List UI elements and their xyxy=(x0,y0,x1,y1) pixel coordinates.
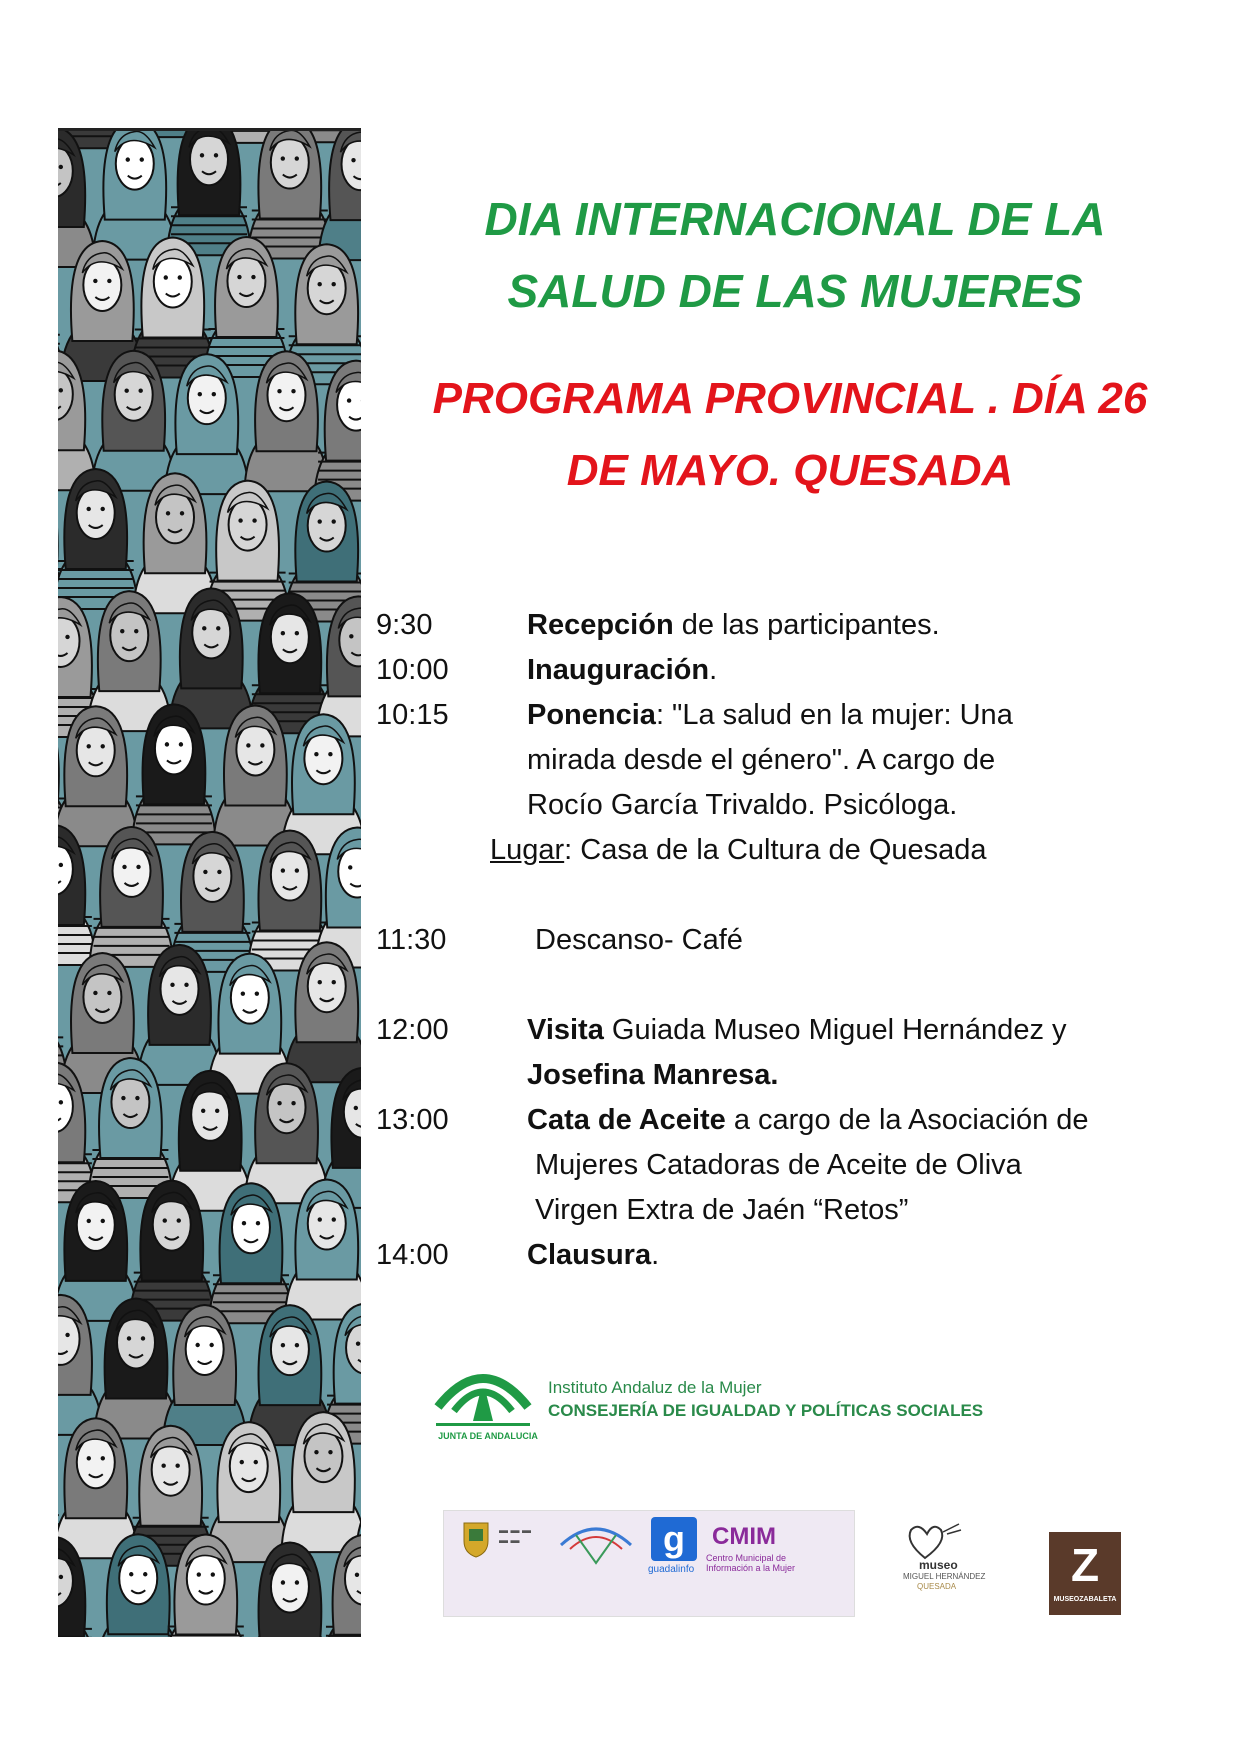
museo-zabaleta-logo xyxy=(1049,1532,1121,1615)
sponsor-logo-strip xyxy=(443,1510,855,1617)
program-item-text: Guiada Museo Miguel Hernández y xyxy=(603,1014,1067,1046)
program-item-text: . xyxy=(709,654,718,686)
subtitle-line-1: PROGRAMA PROVINCIAL . DÍA 26 xyxy=(432,374,1148,423)
ayuntamiento-text-block: ▬ ▬ ▬ ▬ ▬ xyxy=(499,1525,532,1545)
cmim-sub: Centro Municipal de Información a la Mujer xyxy=(706,1553,796,1573)
museo-label: museo xyxy=(919,1558,958,1572)
program-item xyxy=(527,1008,1067,1053)
program-item-continuation: Rocío García Trivaldo. Psicóloga. xyxy=(527,789,958,821)
women-crowd-illustration xyxy=(58,131,361,1637)
iam-consejeria: CONSEJERÍA DE IGUALDAD Y POLÍTICAS SOCIALES xyxy=(548,1401,984,1420)
program-item-text: Descanso- Café xyxy=(535,924,743,956)
program-time: 14:00 xyxy=(376,1239,449,1271)
program-item-text: a cargo de la Asociación de xyxy=(725,1104,1089,1136)
museo-sub: MIGUEL HERNÁNDEZ xyxy=(903,1572,986,1581)
program-item-text: de las participantes. xyxy=(673,609,940,641)
program-time: 10:15 xyxy=(376,699,449,731)
ayuntamiento-coat-of-arms-icon xyxy=(460,1519,492,1564)
zabaleta-sub: MUSEOZABALETA xyxy=(1053,1596,1117,1603)
program-item-text: . xyxy=(651,1239,660,1271)
program-time: 10:00 xyxy=(376,654,449,686)
museo-miguel-hernandez-logo xyxy=(903,1520,993,1600)
program-item-title: Recepción xyxy=(527,609,674,641)
program-item-continuation: Virgen Extra de Jaén “Retos” xyxy=(535,1194,909,1226)
program-item-location xyxy=(490,828,987,873)
program-item-continuation: Mujeres Catadoras de Aceite de Oliva xyxy=(535,1149,1022,1181)
program-item-title: Inauguración xyxy=(527,654,710,686)
guadalinfo-label: guadalinfo xyxy=(648,1564,695,1575)
program-time: 9:30 xyxy=(376,609,433,641)
program-item-title: Clausura xyxy=(527,1239,652,1271)
program-item xyxy=(527,648,717,693)
cmim-label: CMIM xyxy=(712,1523,776,1550)
program-item-title: Cata de Aceite xyxy=(527,1104,726,1136)
program-item xyxy=(527,693,1013,738)
zabaleta-z: Z xyxy=(1070,1539,1100,1591)
program-item-title: Ponencia xyxy=(527,699,656,731)
program-item-title: Visita xyxy=(527,1014,604,1046)
subtitle-line-2: DE MAYO. QUESADA xyxy=(566,446,1014,495)
heart-sketch-icon xyxy=(903,1520,963,1562)
program-time: 13:00 xyxy=(376,1104,449,1136)
network-logo-icon xyxy=(556,1515,636,1575)
program-item xyxy=(527,1098,1089,1143)
title-line-1: DIA INTERNACIONAL DE LA xyxy=(484,193,1106,245)
program-time: 12:00 xyxy=(376,1014,449,1046)
program-item xyxy=(527,1233,659,1278)
location-label: Lugar xyxy=(490,834,565,866)
location-text: : Casa de la Cultura de Quesada xyxy=(564,834,987,866)
program-item-continuation: mirada desde el género". A cargo de xyxy=(527,744,996,776)
program-item-text: : "La salud en la mujer: Una xyxy=(655,699,1013,731)
program-item xyxy=(527,603,940,648)
junta-andalucia-logo xyxy=(428,1355,538,1450)
program-item-continuation: Josefina Manresa. xyxy=(527,1059,779,1091)
museo-sub2: QUESADA xyxy=(917,1582,957,1591)
title-line-2: SALUD DE LAS MUJERES xyxy=(507,265,1083,317)
program-time: 11:30 xyxy=(376,924,447,956)
women-illustration-banner xyxy=(58,128,361,1637)
iam-name: Instituto Andaluz de la Mujer xyxy=(548,1378,762,1397)
guadalinfo-g-icon: g xyxy=(651,1517,697,1561)
junta-label: JUNTA DE ANDALUCIA xyxy=(438,1431,538,1441)
